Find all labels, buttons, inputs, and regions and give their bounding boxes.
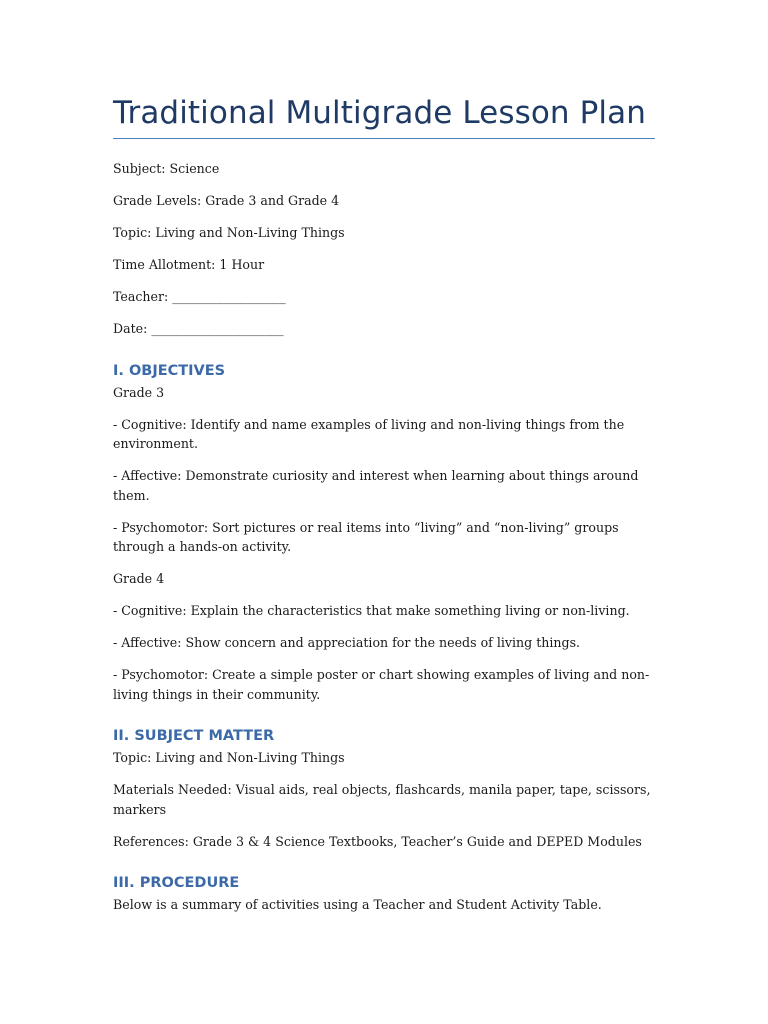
teacher-line: Teacher: __________________ [113,289,286,304]
document-title: Traditional Multigrade Lesson Plan [113,95,646,131]
grade3-label: Grade 3 [113,384,165,400]
subject-matter-heading: II. SUBJECT MATTER [113,728,275,744]
grade4-label: Grade 4 [113,571,165,586]
date-line: Date: _____________________ [113,321,284,336]
subject-matter-topic: Topic: Living and Non-Living Things [113,750,345,765]
grade3-affective: - Affective: Demonstrate curiosity and interest when learning about things around them. [113,468,639,503]
procedure-intro: Below is a summary of activities using a Teacher and Student Activity Table. [113,897,602,912]
references: References: Grade 3 & 4 Science Textbooks, Teacher’s Guide and DEPED Modules [113,833,642,849]
grade3-psychomotor: - Psychomotor: Sort pictures or real items into “living” and “non-living” groups through a hands-on activity. [113,519,619,554]
grade4-cognitive: - Cognitive: Explain the characteristics that make something living or non-living. [113,603,630,618]
topic-line: Topic: Living and Non-Living Things [113,225,345,240]
grade3-cognitive: - Cognitive: Identify and name examples of living and non-living things from the environment. [113,416,625,451]
procedure-heading: III. PROCEDURE [113,875,240,891]
materials-needed: Materials Needed: Visual aids, real objects, flashcards, manila paper, tape, scissors, markers [113,782,651,817]
subject-line: Subject: Science [113,161,220,176]
time-allotment-line: Time Allotment: 1 Hour [113,257,265,272]
grade4-affective: - Affective: Show concern and appreciation for the needs of living things. [113,635,581,650]
grade-levels-line: Grade Levels: Grade 3 and Grade 4 [113,193,340,208]
objectives-heading: I. OBJECTIVES [113,362,226,379]
grade4-psychomotor: - Psychomotor: Create a simple poster or chart showing examples of living and non-living things in their community. [113,667,650,702]
title-underline [113,138,655,139]
